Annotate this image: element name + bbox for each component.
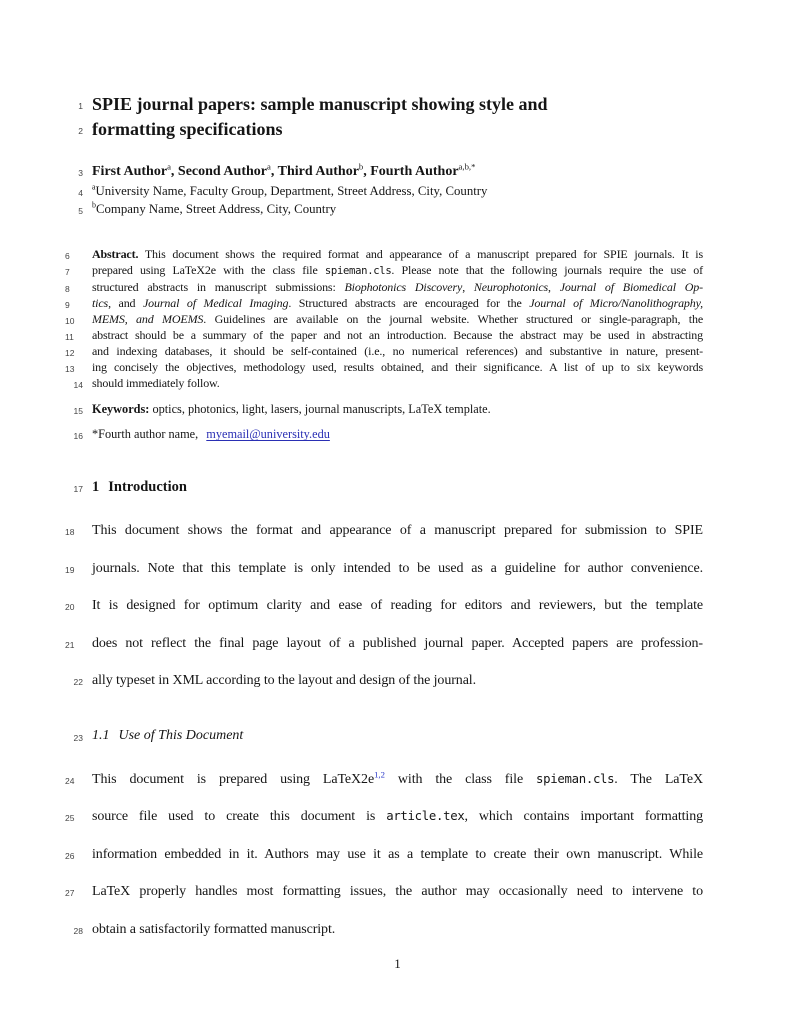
line-number: 16 xyxy=(73,431,83,442)
text-run: Journal of Medical Imaging xyxy=(143,295,289,310)
abstract-line xyxy=(65,327,703,343)
text-run: , xyxy=(548,279,560,294)
text-run: This document is prepared using LaTeX2e xyxy=(92,771,375,787)
body-text xyxy=(92,769,704,787)
text-run: a xyxy=(167,161,171,172)
text-run: with the class file xyxy=(384,771,537,787)
line-number: 20 xyxy=(65,602,75,613)
abstract-line xyxy=(65,343,703,359)
line-number: 3 xyxy=(78,168,83,178)
line-number: 24 xyxy=(65,775,75,786)
title-text xyxy=(92,119,282,139)
page-number xyxy=(92,956,703,972)
text-run: . The LaTeX xyxy=(614,771,704,787)
subsection-heading-use-of-this-document xyxy=(73,726,703,746)
text-run: a xyxy=(92,182,96,192)
line-number: 28 xyxy=(73,925,83,936)
body-text xyxy=(92,847,703,862)
text-run: 1 xyxy=(92,479,100,496)
text-run: . Structured abstracts are encouraged for the xyxy=(288,295,530,310)
affiliation-line-a xyxy=(78,182,703,200)
contact-text xyxy=(92,427,330,441)
abstract-line xyxy=(65,279,704,295)
abstract-line xyxy=(73,375,703,391)
text-run: Keywords: xyxy=(92,402,150,417)
text-run: b xyxy=(92,201,96,211)
subsection-heading-text xyxy=(92,728,243,743)
text-run: does not reflect the final page layout of a published journal paper. Accepted papers are profession- xyxy=(92,635,703,651)
title-text xyxy=(92,94,548,114)
paper-title-line-1 xyxy=(78,92,703,117)
abstract-text xyxy=(92,328,703,342)
line-number: 15 xyxy=(73,406,83,417)
abstract-text xyxy=(92,376,220,390)
text-run: spieman.cls xyxy=(324,264,392,277)
text-run: , and xyxy=(108,295,143,310)
line-number: 27 xyxy=(65,888,75,899)
line-number: 23 xyxy=(73,732,83,743)
text-run: spieman.cls xyxy=(536,771,615,786)
text-run: SPIE journal papers: sample manuscript showing style and xyxy=(92,94,548,114)
paragraph-2 xyxy=(65,761,704,949)
text-run: , Third Author xyxy=(270,164,359,179)
text-run: article.tex xyxy=(386,809,465,824)
keywords-text xyxy=(92,402,491,416)
text-run: Journal of Micro/Nanolithography, xyxy=(529,295,703,310)
body-text xyxy=(92,598,703,613)
text-run: University Name, Faculty Group, Department, Street Address, City, Country xyxy=(95,184,488,198)
text-run: obtain a satisfactorily formatted manuscript. xyxy=(92,921,336,937)
text-run: , Fourth Author xyxy=(363,164,459,179)
text-run: Journal of Biomedical Op- xyxy=(559,279,704,294)
body-line xyxy=(65,550,703,588)
affiliation-text xyxy=(92,184,487,198)
paper-title-line-2 xyxy=(78,117,703,142)
line-number: 26 xyxy=(65,850,75,861)
abstract-text xyxy=(92,247,703,261)
page-number-text: 1 xyxy=(394,956,401,972)
line-number: 22 xyxy=(73,677,83,688)
abstract-line xyxy=(65,295,703,311)
text-run: , which contains important formatting xyxy=(464,809,703,825)
paragraph-1 xyxy=(65,512,703,700)
abstract xyxy=(65,246,704,392)
body-line xyxy=(65,625,703,663)
body-line xyxy=(65,761,704,799)
line-number: 10 xyxy=(65,315,75,326)
body-line xyxy=(73,911,703,949)
text-run: LaTeX properly handles most formatting issues, the author may occasionally need to intervene to xyxy=(92,884,703,900)
line-number: 17 xyxy=(73,484,83,495)
body-line xyxy=(65,798,703,836)
text-run: formatting specifications xyxy=(92,119,283,139)
body-text xyxy=(92,673,476,688)
text-run: This document shows the required format and appearance of a manuscript prepared for SPIE journals. It is xyxy=(138,246,703,261)
text-run: a,b,* xyxy=(458,161,476,172)
text-run: First Author xyxy=(92,164,168,179)
affiliation-text xyxy=(92,202,336,216)
paper-title xyxy=(78,92,703,142)
section-heading-text xyxy=(92,479,187,495)
text-run: Company Name, Street Address, City, Country xyxy=(95,202,337,217)
text-run: b xyxy=(358,161,364,172)
line-number: 25 xyxy=(65,813,75,824)
body-line xyxy=(73,662,703,700)
line-number: 1 xyxy=(78,101,83,111)
line-number: 12 xyxy=(65,348,75,359)
text-run: a xyxy=(267,161,271,172)
text-run: and indexing databases, it should be self-contained (i.e., no numerical references) and substantive in nature, present- xyxy=(92,344,703,359)
line-number: 19 xyxy=(65,564,75,575)
body-text xyxy=(92,922,335,937)
text-run: *Fourth author name, xyxy=(92,427,202,442)
affiliation-line-b xyxy=(78,200,703,218)
text-run: Biophotonics Discovery xyxy=(344,279,463,294)
authors-line xyxy=(78,161,703,181)
text-run: information embedded in it. Authors may use it as a template to create their own manuscript. While xyxy=(92,846,703,862)
body-line xyxy=(65,836,703,874)
abstract-text xyxy=(92,280,703,294)
keywords-line xyxy=(73,401,703,417)
body-line xyxy=(65,512,703,550)
line-number: 13 xyxy=(65,364,75,375)
line-number: 8 xyxy=(65,283,70,294)
body-text xyxy=(92,561,703,576)
abstract-line xyxy=(65,262,703,279)
section-heading-introduction xyxy=(73,477,703,497)
page-content xyxy=(65,92,704,972)
line-number: 11 xyxy=(65,332,74,343)
abstract-text xyxy=(92,263,703,277)
line-number: 6 xyxy=(65,250,70,261)
text-run: should immediately follow. xyxy=(92,376,220,391)
line-number: 2 xyxy=(78,126,83,136)
body-line xyxy=(65,587,703,625)
text-run: Abstract. xyxy=(92,246,139,261)
text-run: ally typeset in XML according to the layout and design of the journal. xyxy=(92,673,476,689)
text-run: abstract should be a summary of the paper and not an introduction. Because the abstract may be used in abstracting xyxy=(92,328,703,343)
citation-link[interactable]: 1,2 xyxy=(374,769,385,780)
text-run: 1.1 xyxy=(92,727,110,743)
text-run: , Second Author xyxy=(170,164,267,179)
text-run: Use of This Document xyxy=(118,727,244,743)
text-run: . Guidelines are available on the journal website. Whether structured or single-paragraph, the xyxy=(203,311,703,326)
line-number: 4 xyxy=(78,188,83,198)
line-number: 18 xyxy=(65,527,75,538)
text-run: MEMS, and MOEMS xyxy=(92,311,204,326)
authors-text xyxy=(92,161,476,179)
line-number: 21 xyxy=(65,639,75,650)
email-link[interactable]: myemail@university.edu xyxy=(206,427,330,442)
abstract-line xyxy=(65,246,703,262)
line-number: 14 xyxy=(73,380,83,391)
body-text xyxy=(92,523,703,538)
text-run: It is designed for optimum clarity and ease of reading for editors and reviewers, but the template xyxy=(92,598,703,614)
text-run: prepared using LaTeX2e with the class file xyxy=(92,262,325,277)
abstract-line xyxy=(65,311,703,327)
text-run: structured abstracts in manuscript submissions: xyxy=(92,279,345,294)
body-text xyxy=(92,884,703,899)
abstract-text xyxy=(92,296,703,310)
abstract-line xyxy=(65,359,703,375)
text-run: . Please note that the following journals require the use of xyxy=(391,262,703,277)
text-run: Neurophotonics xyxy=(473,279,549,294)
text-run: ing concisely the objectives, methodology used, results obtained, and their significance. A list of up to six keywords xyxy=(92,360,703,375)
abstract-text xyxy=(92,312,703,326)
body-line xyxy=(65,873,703,911)
text-run: tics xyxy=(92,295,109,310)
text-run: source file used to create this document is xyxy=(92,809,387,825)
line-number: 9 xyxy=(65,299,70,310)
text-run: optics, photonics, light, lasers, journal manuscripts, LaTeX template. xyxy=(149,402,491,417)
text-run: journals. Note that this template is only intended to be used as a guideline for author convenience. xyxy=(92,560,703,576)
body-text xyxy=(92,809,703,824)
abstract-text xyxy=(92,344,703,358)
text-run: This document shows the format and appearance of a manuscript prepared for submission to SPIE xyxy=(92,523,703,539)
text-run: , xyxy=(462,279,474,294)
text-run: Introduction xyxy=(108,479,187,496)
abstract-text xyxy=(92,360,703,374)
line-number: 7 xyxy=(65,266,70,277)
contact-line xyxy=(73,426,703,442)
body-text xyxy=(92,636,703,651)
line-number: 5 xyxy=(78,206,83,217)
affiliations xyxy=(78,182,703,219)
